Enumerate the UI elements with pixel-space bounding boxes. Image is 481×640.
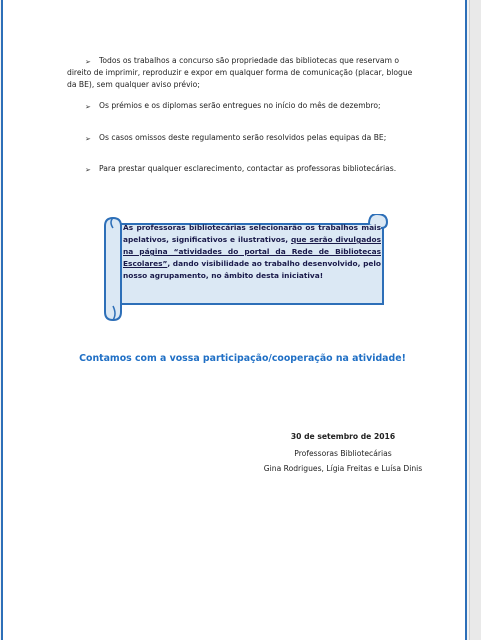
rule-1-line-3: da BE), sem qualquer aviso prévio; xyxy=(67,80,200,89)
document-page xyxy=(1,0,467,640)
arrow-bullet-icon: ➢ xyxy=(85,103,91,111)
scroll-banner xyxy=(101,214,391,316)
viewer-scrollbar[interactable] xyxy=(469,0,481,640)
scroll-note-link[interactable]: que serão divulgados na página “atividades do portal da Rede de Bibliotecas Escolares” xyxy=(123,235,381,268)
signature-names: Gina Rodrigues, Lígia Freitas e Luísa Dinis xyxy=(263,464,423,473)
arrow-bullet-icon: ➢ xyxy=(85,166,91,174)
arrow-bullet-icon: ➢ xyxy=(85,58,91,66)
rule-item-3: Os casos omissos deste regulamento serão resolvidos pelas equipas da BE; xyxy=(99,133,387,142)
scroll-note-after: , dando visibilidade ao trabalho desenvolvido, pelo nosso agrupamento, no âmbito desta iniciativa! xyxy=(123,259,381,280)
arrow-bullet-icon: ➢ xyxy=(85,135,91,143)
rule-item-2: Os prémios e os diplomas serão entregues no início do mês de dezembro; xyxy=(99,101,381,110)
signature-role: Professoras Bibliotecárias xyxy=(294,449,392,458)
scroll-note-text xyxy=(123,222,381,282)
rule-item-4: Para prestar qualquer esclarecimento, contactar as professoras bibliotecárias. xyxy=(99,164,397,173)
rule-1-line-1: Todos os trabalhos a concurso são propriedade das bibliotecas que reservam o xyxy=(99,56,400,65)
rule-item-1 xyxy=(67,55,417,91)
rule-1-line-2: direito de imprimir, reproduzir e expor em qualquer forma de comunicação (placar, blogue xyxy=(67,68,413,77)
scroll-note-before: As professoras bibliotecárias selecionarão os trabalhos mais apelativos, significativos e ilustrativos, xyxy=(123,223,381,244)
signature-date: 30 de setembro de 2016 xyxy=(290,432,396,441)
participation-callout: Contamos com a vossa participação/cooperação na atividade! xyxy=(79,353,406,364)
